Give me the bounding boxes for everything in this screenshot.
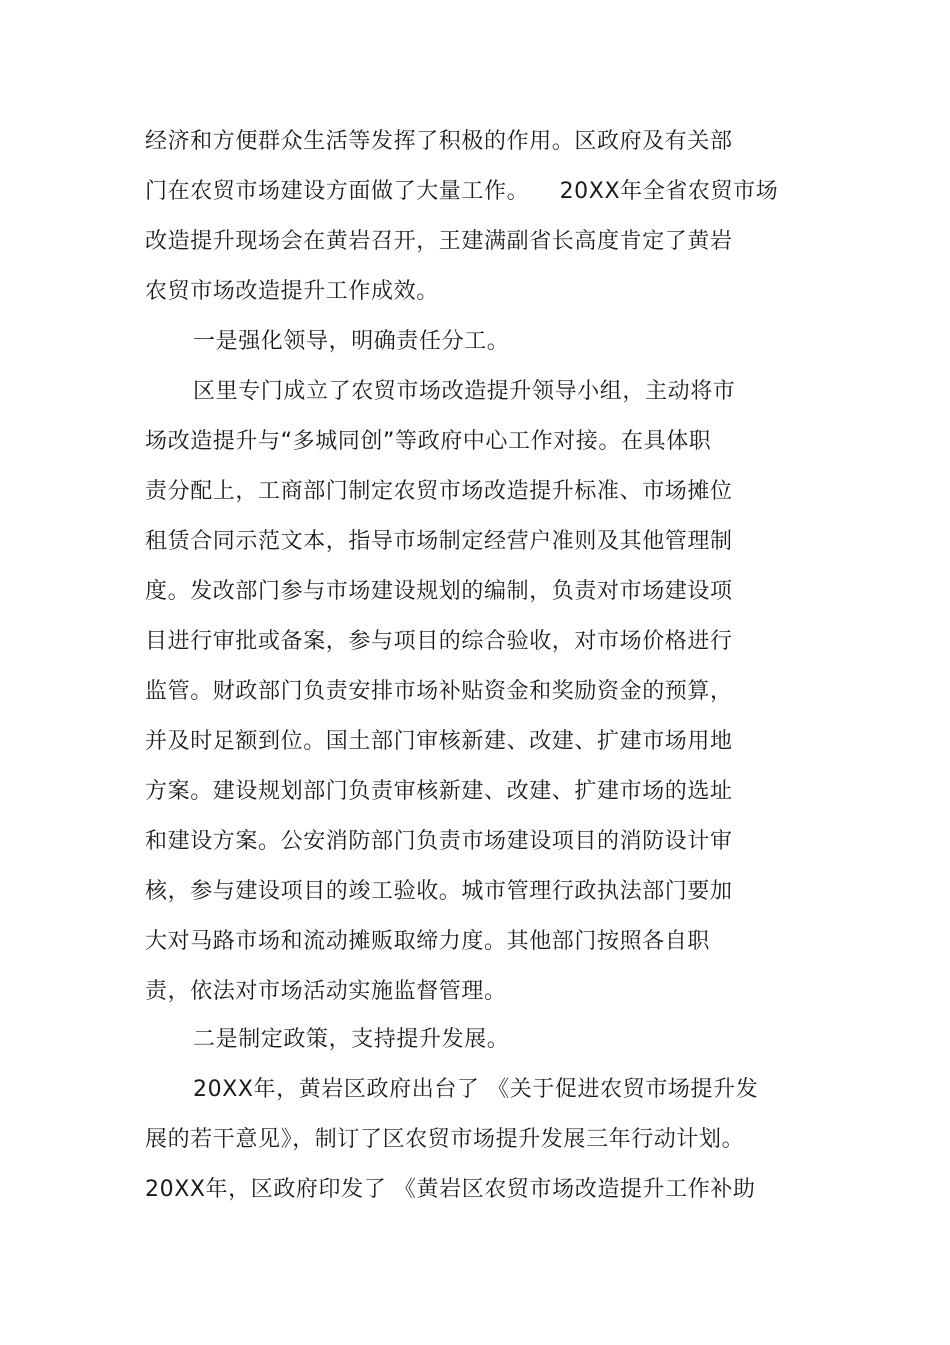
section-heading: 一是强化领导，明确责任分工。	[193, 329, 510, 354]
paragraph-line: 门在农贸市场建设方面做了大量工作。 20XX年全省农贸市场	[145, 179, 779, 204]
paragraph-line: 农贸市场改造提升工作成效。	[145, 279, 439, 304]
paragraph-line: 大对马路市场和流动摊贩取缔力度。其他部门按照各自职	[145, 929, 711, 954]
section-heading: 二是制定政策，支持提升发展。	[193, 1027, 510, 1052]
paragraph-line: 20XX年，区政府印发了 《黄岩区农贸市场改造提升工作补助	[145, 1177, 756, 1202]
paragraph-line: 监管。财政部门负责安排市场补贴资金和奖励资金的预算，	[145, 679, 733, 704]
paragraph-line: 方案。建设规划部门负责审核新建、改建、扩建市场的选址	[145, 779, 733, 804]
paragraph-line: 责，依法对市场活动实施监督管理。	[145, 979, 507, 1004]
paragraph-line: 核，参与建设项目的竣工验收。城市管理行政执法部门要加	[145, 879, 733, 904]
paragraph-line: 改造提升现场会在黄岩召开，王建满副省长高度肯定了黄岩	[145, 229, 733, 254]
paragraph-line: 租赁合同示范文本，指导市场制定经营户准则及其他管理制	[145, 529, 733, 554]
paragraph-line: 展的若干意见》，制订了区农贸市场提升发展三年行动计划。	[145, 1127, 745, 1152]
paragraph-line: 20XX年，黄岩区政府出台了 《关于促进农贸市场提升发	[193, 1077, 759, 1102]
paragraph-line: 经济和方便群众生活等发挥了积极的作用。区政府及有关部	[145, 129, 733, 154]
paragraph-line: 目进行审批或备案，参与项目的综合验收，对市场价格进行	[145, 629, 733, 654]
paragraph-line: 和建设方案。公安消防部门负责市场建设项目的消防设计审	[145, 829, 733, 854]
paragraph-line: 责分配上，工商部门制定农贸市场改造提升标准、市场摊位	[145, 479, 733, 504]
paragraph-line: 场改造提升与“多城同创”等政府中心工作对接。在具体职	[145, 429, 712, 454]
paragraph-line: 度。发改部门参与市场建设规划的编制，负责对市场建设项	[145, 579, 733, 604]
paragraph-line: 区里专门成立了农贸市场改造提升领导小组，主动将市	[193, 379, 736, 404]
paragraph-line: 并及时足额到位。国土部门审核新建、改建、扩建市场用地	[145, 729, 733, 754]
